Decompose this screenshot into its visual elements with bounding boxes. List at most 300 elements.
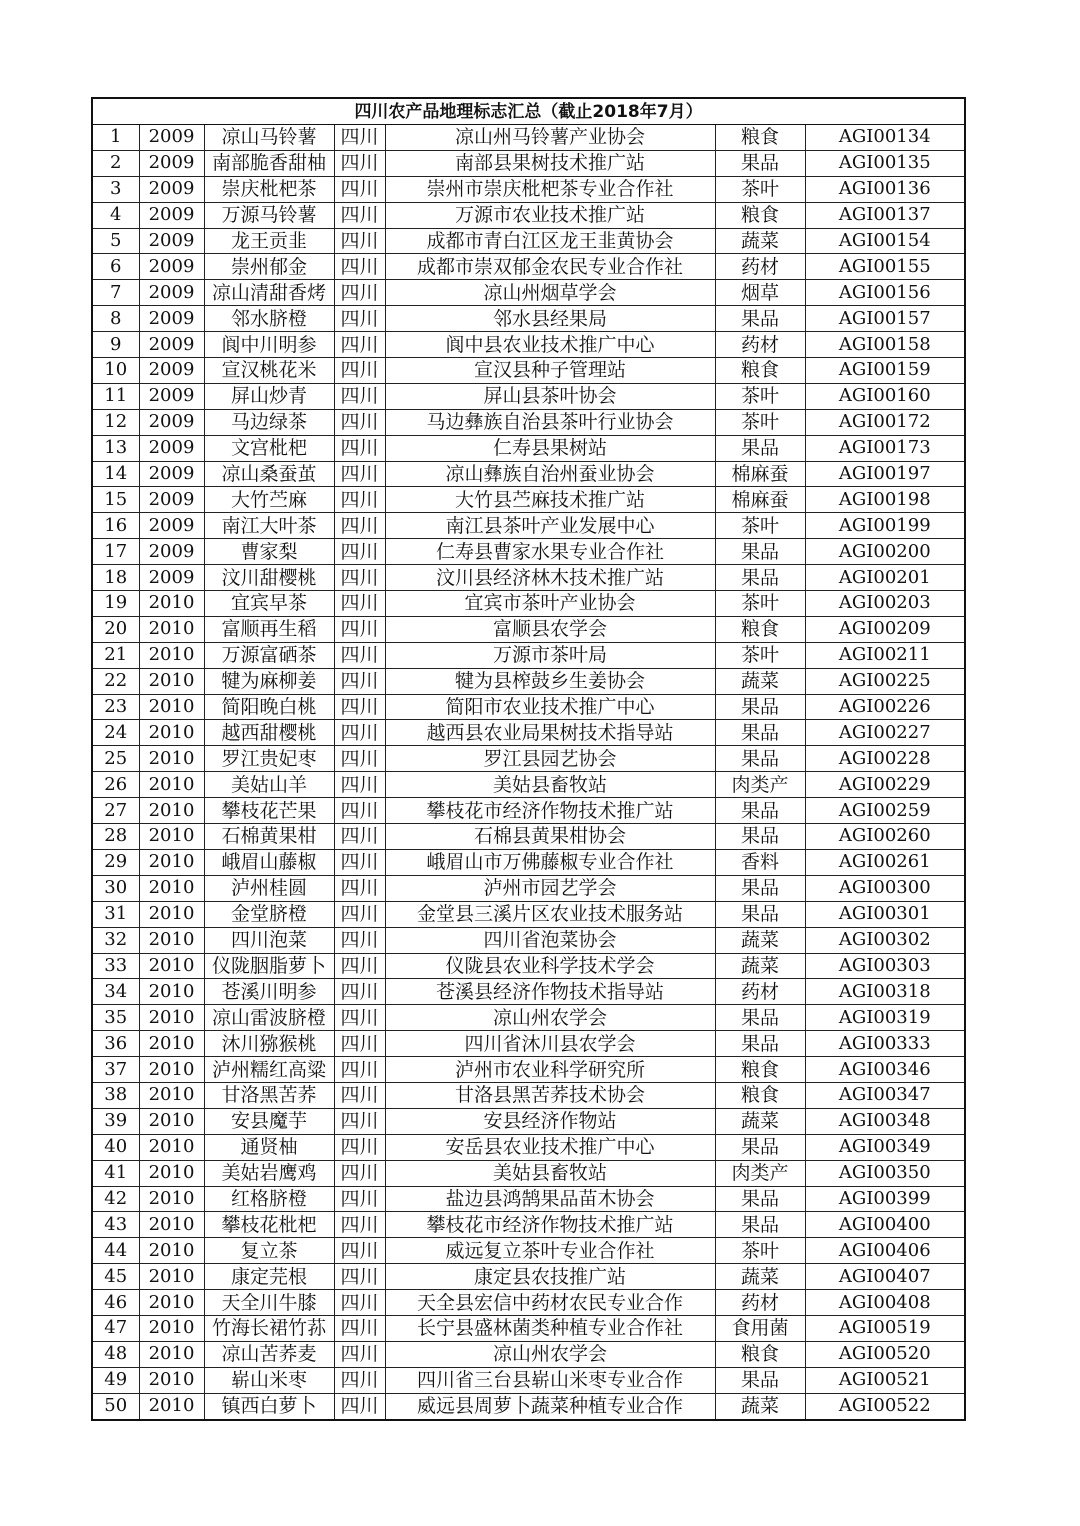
applicant-org-cell: 甘洛县黑苦荞技术协会 <box>385 1082 715 1108</box>
registration-code-cell: AGI00197 <box>805 461 965 487</box>
table-row <box>92 953 965 979</box>
table-row <box>92 694 965 720</box>
table-row <box>92 849 965 875</box>
row-number-cell: 49 <box>92 1367 139 1393</box>
registration-code-cell: AGI00519 <box>805 1315 965 1341</box>
category-cell: 烟草 <box>715 280 805 306</box>
table-row <box>92 1160 965 1186</box>
registration-code-cell: AGI00521 <box>805 1367 965 1393</box>
applicant-org-cell: 成都市崇双郁金农民专业合作社 <box>385 254 715 280</box>
applicant-org-cell: 天全县宏信中药材农民专业合作 <box>385 1290 715 1316</box>
province-cell: 四川 <box>334 358 385 384</box>
category-cell: 茶叶 <box>715 513 805 539</box>
registration-code-cell: AGI00347 <box>805 1082 965 1108</box>
category-cell: 茶叶 <box>715 383 805 409</box>
year-cell: 2010 <box>139 1134 204 1160</box>
table-row <box>92 409 965 435</box>
registration-code-cell: AGI00173 <box>805 435 965 461</box>
year-cell: 2009 <box>139 176 204 202</box>
row-number-cell: 34 <box>92 979 139 1005</box>
province-cell: 四川 <box>334 979 385 1005</box>
product-name-cell: 攀枝花芒果 <box>204 798 334 824</box>
province-cell: 四川 <box>334 1238 385 1264</box>
product-name-cell: 凉山桑蚕茧 <box>204 461 334 487</box>
year-cell: 2010 <box>139 772 204 798</box>
registration-code-cell: AGI00408 <box>805 1290 965 1316</box>
year-cell: 2010 <box>139 1238 204 1264</box>
table-row <box>92 176 965 202</box>
registration-code-cell: AGI00349 <box>805 1134 965 1160</box>
registration-code-cell: AGI00229 <box>805 772 965 798</box>
category-cell: 果品 <box>715 539 805 565</box>
product-name-cell: 曹家梨 <box>204 539 334 565</box>
applicant-org-cell: 崇州市崇庆枇杷茶专业合作社 <box>385 176 715 202</box>
registration-code-cell: AGI00260 <box>805 824 965 850</box>
registration-code-cell: AGI00300 <box>805 875 965 901</box>
row-number-cell: 39 <box>92 1108 139 1134</box>
row-number-cell: 29 <box>92 849 139 875</box>
category-cell: 粮食 <box>715 202 805 228</box>
table-row <box>92 927 965 953</box>
applicant-org-cell: 汶川县经济林木技术推广站 <box>385 565 715 591</box>
row-number-cell: 22 <box>92 668 139 694</box>
row-number-cell: 11 <box>92 383 139 409</box>
row-number-cell: 18 <box>92 565 139 591</box>
province-cell: 四川 <box>334 1341 385 1367</box>
year-cell: 2010 <box>139 824 204 850</box>
registration-code-cell: AGI00303 <box>805 953 965 979</box>
product-name-cell: 凉山马铃薯 <box>204 125 334 151</box>
category-cell: 果品 <box>715 150 805 176</box>
year-cell: 2009 <box>139 228 204 254</box>
row-number-cell: 36 <box>92 1031 139 1057</box>
registration-code-cell: AGI00203 <box>805 591 965 617</box>
year-cell: 2010 <box>139 1031 204 1057</box>
row-number-cell: 15 <box>92 487 139 513</box>
row-number-cell: 12 <box>92 409 139 435</box>
applicant-org-cell: 长宁县盛林菌类种植专业合作社 <box>385 1315 715 1341</box>
product-name-cell: 泸州桂圆 <box>204 875 334 901</box>
category-cell: 果品 <box>715 720 805 746</box>
category-cell: 蔬菜 <box>715 1108 805 1134</box>
year-cell: 2009 <box>139 513 204 539</box>
applicant-org-cell: 攀枝花市经济作物技术推广站 <box>385 798 715 824</box>
row-number-cell: 5 <box>92 228 139 254</box>
table-row <box>92 565 965 591</box>
table-title: 四川农产品地理标志汇总（截止2018年7月） <box>92 98 965 125</box>
row-number-cell: 31 <box>92 901 139 927</box>
province-cell: 四川 <box>334 228 385 254</box>
province-cell: 四川 <box>334 1393 385 1419</box>
row-number-cell: 7 <box>92 280 139 306</box>
registration-code-cell: AGI00400 <box>805 1212 965 1238</box>
table-row <box>92 1393 965 1419</box>
table-row <box>92 150 965 176</box>
category-cell: 蔬菜 <box>715 668 805 694</box>
year-cell: 2009 <box>139 487 204 513</box>
row-number-cell: 24 <box>92 720 139 746</box>
registration-code-cell: AGI00225 <box>805 668 965 694</box>
table-row <box>92 1108 965 1134</box>
category-cell: 食用菌 <box>715 1315 805 1341</box>
applicant-org-cell: 仁寿县果树站 <box>385 435 715 461</box>
table-row <box>92 1315 965 1341</box>
row-number-cell: 4 <box>92 202 139 228</box>
product-name-cell: 犍为麻柳姜 <box>204 668 334 694</box>
province-cell: 四川 <box>334 1108 385 1134</box>
table-row <box>92 539 965 565</box>
product-name-cell: 红格脐橙 <box>204 1186 334 1212</box>
table-row <box>92 435 965 461</box>
category-cell: 果品 <box>715 746 805 772</box>
province-cell: 四川 <box>334 150 385 176</box>
year-cell: 2010 <box>139 616 204 642</box>
applicant-org-cell: 仁寿县曹家水果专业合作社 <box>385 539 715 565</box>
table-row <box>92 1134 965 1160</box>
product-name-cell: 宣汉桃花米 <box>204 358 334 384</box>
product-name-cell: 凉山苦荞麦 <box>204 1341 334 1367</box>
category-cell: 果品 <box>715 901 805 927</box>
province-cell: 四川 <box>334 565 385 591</box>
applicant-org-cell: 阆中县农业技术推广中心 <box>385 332 715 358</box>
registration-code-cell: AGI00319 <box>805 1005 965 1031</box>
category-cell: 肉类产 <box>715 772 805 798</box>
row-number-cell: 6 <box>92 254 139 280</box>
province-cell: 四川 <box>334 1212 385 1238</box>
category-cell: 蔬菜 <box>715 1264 805 1290</box>
province-cell: 四川 <box>334 1082 385 1108</box>
category-cell: 香料 <box>715 849 805 875</box>
row-number-cell: 21 <box>92 642 139 668</box>
year-cell: 2010 <box>139 720 204 746</box>
table-row <box>92 280 965 306</box>
row-number-cell: 13 <box>92 435 139 461</box>
category-cell: 粮食 <box>715 125 805 151</box>
product-name-cell: 康定芫根 <box>204 1264 334 1290</box>
year-cell: 2010 <box>139 1057 204 1083</box>
province-cell: 四川 <box>334 461 385 487</box>
registration-code-cell: AGI00227 <box>805 720 965 746</box>
province-cell: 四川 <box>334 824 385 850</box>
product-name-cell: 屏山炒青 <box>204 383 334 409</box>
year-cell: 2010 <box>139 1290 204 1316</box>
product-name-cell: 美姑岩鹰鸡 <box>204 1160 334 1186</box>
province-cell: 四川 <box>334 901 385 927</box>
registration-code-cell: AGI00159 <box>805 358 965 384</box>
category-cell: 果品 <box>715 875 805 901</box>
applicant-org-cell: 马边彝族自治县茶叶行业协会 <box>385 409 715 435</box>
product-name-cell: 阆中川明参 <box>204 332 334 358</box>
category-cell: 药材 <box>715 332 805 358</box>
product-name-cell: 复立茶 <box>204 1238 334 1264</box>
year-cell: 2010 <box>139 901 204 927</box>
product-name-cell: 竹海长裙竹荪 <box>204 1315 334 1341</box>
registration-code-cell: AGI00158 <box>805 332 965 358</box>
row-number-cell: 41 <box>92 1160 139 1186</box>
row-number-cell: 50 <box>92 1393 139 1419</box>
product-name-cell: 马边绿茶 <box>204 409 334 435</box>
row-number-cell: 26 <box>92 772 139 798</box>
registration-code-cell: AGI00406 <box>805 1238 965 1264</box>
category-cell: 粮食 <box>715 616 805 642</box>
product-name-cell: 崇州郁金 <box>204 254 334 280</box>
province-cell: 四川 <box>334 539 385 565</box>
row-number-cell: 48 <box>92 1341 139 1367</box>
year-cell: 2010 <box>139 875 204 901</box>
row-number-cell: 30 <box>92 875 139 901</box>
registration-code-cell: AGI00136 <box>805 176 965 202</box>
product-name-cell: 富顺再生稻 <box>204 616 334 642</box>
year-cell: 2009 <box>139 565 204 591</box>
year-cell: 2010 <box>139 1264 204 1290</box>
applicant-org-cell: 康定县农技推广站 <box>385 1264 715 1290</box>
category-cell: 药材 <box>715 1290 805 1316</box>
table-row <box>92 228 965 254</box>
product-name-cell: 罗江贵妃枣 <box>204 746 334 772</box>
registration-code-cell: AGI00318 <box>805 979 965 1005</box>
row-number-cell: 14 <box>92 461 139 487</box>
table-row <box>92 1005 965 1031</box>
applicant-org-cell: 罗江县园艺协会 <box>385 746 715 772</box>
province-cell: 四川 <box>334 202 385 228</box>
table-row <box>92 125 965 151</box>
product-name-cell: 美姑山羊 <box>204 772 334 798</box>
row-number-cell: 23 <box>92 694 139 720</box>
year-cell: 2010 <box>139 1341 204 1367</box>
category-cell: 粮食 <box>715 1341 805 1367</box>
year-cell: 2009 <box>139 150 204 176</box>
row-number-cell: 9 <box>92 332 139 358</box>
year-cell: 2009 <box>139 358 204 384</box>
province-cell: 四川 <box>334 642 385 668</box>
row-number-cell: 47 <box>92 1315 139 1341</box>
category-cell: 蔬菜 <box>715 228 805 254</box>
year-cell: 2010 <box>139 1367 204 1393</box>
product-name-cell: 宜宾早茶 <box>204 591 334 617</box>
province-cell: 四川 <box>334 409 385 435</box>
year-cell: 2010 <box>139 1393 204 1419</box>
table-row <box>92 746 965 772</box>
product-name-cell: 龙王贡韭 <box>204 228 334 254</box>
category-cell: 果品 <box>715 1134 805 1160</box>
table-row <box>92 202 965 228</box>
category-cell: 茶叶 <box>715 409 805 435</box>
category-cell: 果品 <box>715 694 805 720</box>
registration-code-cell: AGI00522 <box>805 1393 965 1419</box>
table-row <box>92 461 965 487</box>
category-cell: 果品 <box>715 565 805 591</box>
applicant-org-cell: 四川省沐川县农学会 <box>385 1031 715 1057</box>
table-row <box>92 591 965 617</box>
product-name-cell: 南江大叶茶 <box>204 513 334 539</box>
category-cell: 果品 <box>715 798 805 824</box>
province-cell: 四川 <box>334 487 385 513</box>
registration-code-cell: AGI00520 <box>805 1341 965 1367</box>
row-number-cell: 1 <box>92 125 139 151</box>
year-cell: 2010 <box>139 642 204 668</box>
product-name-cell: 越西甜樱桃 <box>204 720 334 746</box>
product-name-cell: 崭山米枣 <box>204 1367 334 1393</box>
province-cell: 四川 <box>334 435 385 461</box>
product-name-cell: 四川泡菜 <box>204 927 334 953</box>
year-cell: 2009 <box>139 383 204 409</box>
row-number-cell: 32 <box>92 927 139 953</box>
category-cell: 粮食 <box>715 1082 805 1108</box>
category-cell: 果品 <box>715 1186 805 1212</box>
province-cell: 四川 <box>334 1160 385 1186</box>
province-cell: 四川 <box>334 306 385 332</box>
applicant-org-cell: 邻水县经果局 <box>385 306 715 332</box>
applicant-org-cell: 越西县农业局果树技术指导站 <box>385 720 715 746</box>
province-cell: 四川 <box>334 1186 385 1212</box>
category-cell: 茶叶 <box>715 591 805 617</box>
applicant-org-cell: 威远县周萝卜蔬菜种植专业合作 <box>385 1393 715 1419</box>
applicant-org-cell: 四川省三台县崭山米枣专业合作 <box>385 1367 715 1393</box>
registration-code-cell: AGI00350 <box>805 1160 965 1186</box>
applicant-org-cell: 宜宾市茶叶产业协会 <box>385 591 715 617</box>
product-name-cell: 通贤柚 <box>204 1134 334 1160</box>
applicant-org-cell: 美姑县畜牧站 <box>385 1160 715 1186</box>
table-row <box>92 1341 965 1367</box>
table-row <box>92 668 965 694</box>
applicant-org-cell: 凉山彝族自治州蚕业协会 <box>385 461 715 487</box>
applicant-org-cell: 凉山州农学会 <box>385 1341 715 1367</box>
year-cell: 2009 <box>139 254 204 280</box>
year-cell: 2010 <box>139 668 204 694</box>
registration-code-cell: AGI00155 <box>805 254 965 280</box>
province-cell: 四川 <box>334 1315 385 1341</box>
gi-summary-table <box>91 97 966 1421</box>
registration-code-cell: AGI00399 <box>805 1186 965 1212</box>
province-cell: 四川 <box>334 591 385 617</box>
category-cell: 棉麻蚕 <box>715 487 805 513</box>
table-row <box>92 1264 965 1290</box>
row-number-cell: 17 <box>92 539 139 565</box>
year-cell: 2010 <box>139 1082 204 1108</box>
registration-code-cell: AGI00134 <box>805 125 965 151</box>
table-row <box>92 1057 965 1083</box>
category-cell: 果品 <box>715 1005 805 1031</box>
registration-code-cell: AGI00333 <box>805 1031 965 1057</box>
year-cell: 2009 <box>139 461 204 487</box>
product-name-cell: 苍溪川明参 <box>204 979 334 1005</box>
province-cell: 四川 <box>334 694 385 720</box>
category-cell: 肉类产 <box>715 1160 805 1186</box>
year-cell: 2010 <box>139 591 204 617</box>
year-cell: 2010 <box>139 1108 204 1134</box>
registration-code-cell: AGI00200 <box>805 539 965 565</box>
registration-code-cell: AGI00226 <box>805 694 965 720</box>
province-cell: 四川 <box>334 1005 385 1031</box>
product-name-cell: 崇庆枇杷茶 <box>204 176 334 202</box>
row-number-cell: 20 <box>92 616 139 642</box>
applicant-org-cell: 成都市青白江区龙王韭黄协会 <box>385 228 715 254</box>
registration-code-cell: AGI00407 <box>805 1264 965 1290</box>
table-row <box>92 513 965 539</box>
registration-code-cell: AGI00154 <box>805 228 965 254</box>
row-number-cell: 35 <box>92 1005 139 1031</box>
table-row <box>92 798 965 824</box>
row-number-cell: 25 <box>92 746 139 772</box>
table-row <box>92 332 965 358</box>
row-number-cell: 46 <box>92 1290 139 1316</box>
product-name-cell: 凉山清甜香烤 <box>204 280 334 306</box>
applicant-org-cell: 四川省泡菜协会 <box>385 927 715 953</box>
table-row <box>92 1082 965 1108</box>
table-body <box>92 125 965 1420</box>
row-number-cell: 38 <box>92 1082 139 1108</box>
applicant-org-cell: 威远复立茶叶专业合作社 <box>385 1238 715 1264</box>
applicant-org-cell: 盐边县鸿鹄果品苗木协会 <box>385 1186 715 1212</box>
province-cell: 四川 <box>334 1264 385 1290</box>
year-cell: 2010 <box>139 1315 204 1341</box>
year-cell: 2010 <box>139 849 204 875</box>
product-name-cell: 泸州糯红高粱 <box>204 1057 334 1083</box>
registration-code-cell: AGI00301 <box>805 901 965 927</box>
product-name-cell: 汶川甜樱桃 <box>204 565 334 591</box>
registration-code-cell: AGI00199 <box>805 513 965 539</box>
applicant-org-cell: 峨眉山市万佛藤椒专业合作社 <box>385 849 715 875</box>
product-name-cell: 沐川猕猴桃 <box>204 1031 334 1057</box>
applicant-org-cell: 南江县茶叶产业发展中心 <box>385 513 715 539</box>
province-cell: 四川 <box>334 1290 385 1316</box>
registration-code-cell: AGI00346 <box>805 1057 965 1083</box>
product-name-cell: 万源马铃薯 <box>204 202 334 228</box>
category-cell: 茶叶 <box>715 642 805 668</box>
applicant-org-cell: 仪陇县农业科学技术学会 <box>385 953 715 979</box>
year-cell: 2010 <box>139 746 204 772</box>
table-row <box>92 487 965 513</box>
applicant-org-cell: 泸州市园艺学会 <box>385 875 715 901</box>
province-cell: 四川 <box>334 616 385 642</box>
registration-code-cell: AGI00156 <box>805 280 965 306</box>
registration-code-cell: AGI00160 <box>805 383 965 409</box>
registration-code-cell: AGI00157 <box>805 306 965 332</box>
row-number-cell: 16 <box>92 513 139 539</box>
year-cell: 2009 <box>139 409 204 435</box>
row-number-cell: 43 <box>92 1212 139 1238</box>
applicant-org-cell: 南部县果树技术推广站 <box>385 150 715 176</box>
year-cell: 2010 <box>139 1160 204 1186</box>
product-name-cell: 安县魔芋 <box>204 1108 334 1134</box>
province-cell: 四川 <box>334 927 385 953</box>
row-number-cell: 45 <box>92 1264 139 1290</box>
table-row <box>92 901 965 927</box>
table-row <box>92 616 965 642</box>
province-cell: 四川 <box>334 176 385 202</box>
table-row <box>92 1238 965 1264</box>
registration-code-cell: AGI00348 <box>805 1108 965 1134</box>
province-cell: 四川 <box>334 746 385 772</box>
applicant-org-cell: 万源市茶叶局 <box>385 642 715 668</box>
category-cell: 果品 <box>715 435 805 461</box>
table-row <box>92 824 965 850</box>
year-cell: 2010 <box>139 953 204 979</box>
table-row <box>92 772 965 798</box>
applicant-org-cell: 凉山州马铃薯产业协会 <box>385 125 715 151</box>
applicant-org-cell: 泸州市农业科学研究所 <box>385 1057 715 1083</box>
table-row <box>92 383 965 409</box>
table-row <box>92 1186 965 1212</box>
applicant-org-cell: 凉山州烟草学会 <box>385 280 715 306</box>
province-cell: 四川 <box>334 280 385 306</box>
row-number-cell: 3 <box>92 176 139 202</box>
category-cell: 果品 <box>715 306 805 332</box>
table-row <box>92 875 965 901</box>
year-cell: 2010 <box>139 798 204 824</box>
province-cell: 四川 <box>334 125 385 151</box>
province-cell: 四川 <box>334 668 385 694</box>
